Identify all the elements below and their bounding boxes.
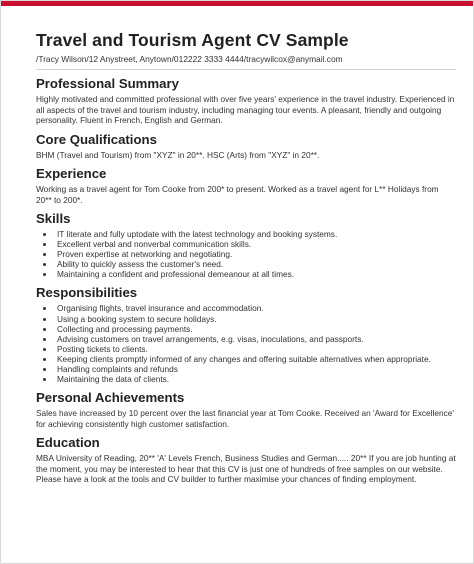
skills-list	[36, 229, 456, 279]
cv-title: Travel and Tourism Agent CV Sample	[36, 30, 349, 50]
list-item: • Using a booking system to secure holidays.	[55, 314, 456, 324]
heading-core-qualifications: Core Qualifications	[36, 131, 157, 147]
list-item: • Maintaining a confident and professional demeanour at all times.	[55, 269, 456, 279]
responsibilities-list	[36, 303, 456, 384]
list-item: • Collecting and processing payments.	[55, 324, 456, 334]
heading-education: Education	[36, 435, 100, 451]
heading-personal-achievements: Personal Achievements	[36, 390, 185, 406]
list-item: • Keeping clients promptly informed of any changes and offering suitable alternatives when appropriate.	[55, 354, 456, 364]
list-item: • Ability to quickly assess the customer's need.	[55, 259, 456, 269]
list-item: • Posting tickets to clients.	[55, 344, 456, 354]
list-item: • Excellent verbal and nonverbal communication skills.	[55, 239, 456, 249]
list-item: • Organising flights, travel insurance and accommodation.	[55, 303, 456, 313]
professional-summary-text: Highly motivated and committed professional with over five years' experience in the travel industry. Experienced in all aspects of the travel and tourism industry, including managing tour events. A pleasant, friendly and outgoing personality. Fluent in French, English and German.	[36, 94, 455, 125]
heading-professional-summary: Professional Summary	[36, 76, 179, 91]
list-item: • IT literate and fully uptodate with the latest technology and booking systems.	[55, 229, 456, 239]
cv-content	[36, 29, 456, 485]
list-item: • Handling complaints and refunds	[55, 364, 456, 374]
list-item: • Advising customers on travel arrangements, e.g. visas, inoculations, and passports.	[55, 334, 456, 344]
education-text: MBA University of Reading, 20** 'A' Levels French, Business Studies and German..... 20** If you are job hunting at the moment, you may be interested to hear that this CV is just one of hundreds of free samples on our website. Please have a look at the tools and CV builder to further maximise your chances of finding employment.	[36, 453, 456, 485]
contact-line: /Tracy Wilson/12 Anystreet, Anytown/012222 3333 4444/tracywilcox@anymail.com	[36, 54, 456, 70]
heading-experience: Experience	[36, 166, 107, 181]
core-qualifications-text: BHM (Travel and Tourism) from "XYZ" in 20**. HSC (Arts) from "XYZ" in 20**.	[36, 149, 320, 160]
heading-skills: Skills	[36, 211, 71, 226]
accent-bar	[1, 1, 473, 6]
heading-responsibilities: Responsibilities	[36, 285, 138, 301]
personal-achievements-text: Sales have increased by 10 percent over the last financial year at Tom Cooke. Received an 'Award for Excellence' for achieving consistently high customer satisfaction.	[36, 408, 454, 429]
list-item: • Proven expertise at networking and negotiating.	[55, 249, 456, 259]
experience-text: Working as a travel agent for Tom Cooke from 200* to present. Worked as a travel agent for L** Holidays from 20** to 200*.	[36, 184, 439, 205]
list-item: • Maintaining the data of clients.	[55, 374, 456, 384]
